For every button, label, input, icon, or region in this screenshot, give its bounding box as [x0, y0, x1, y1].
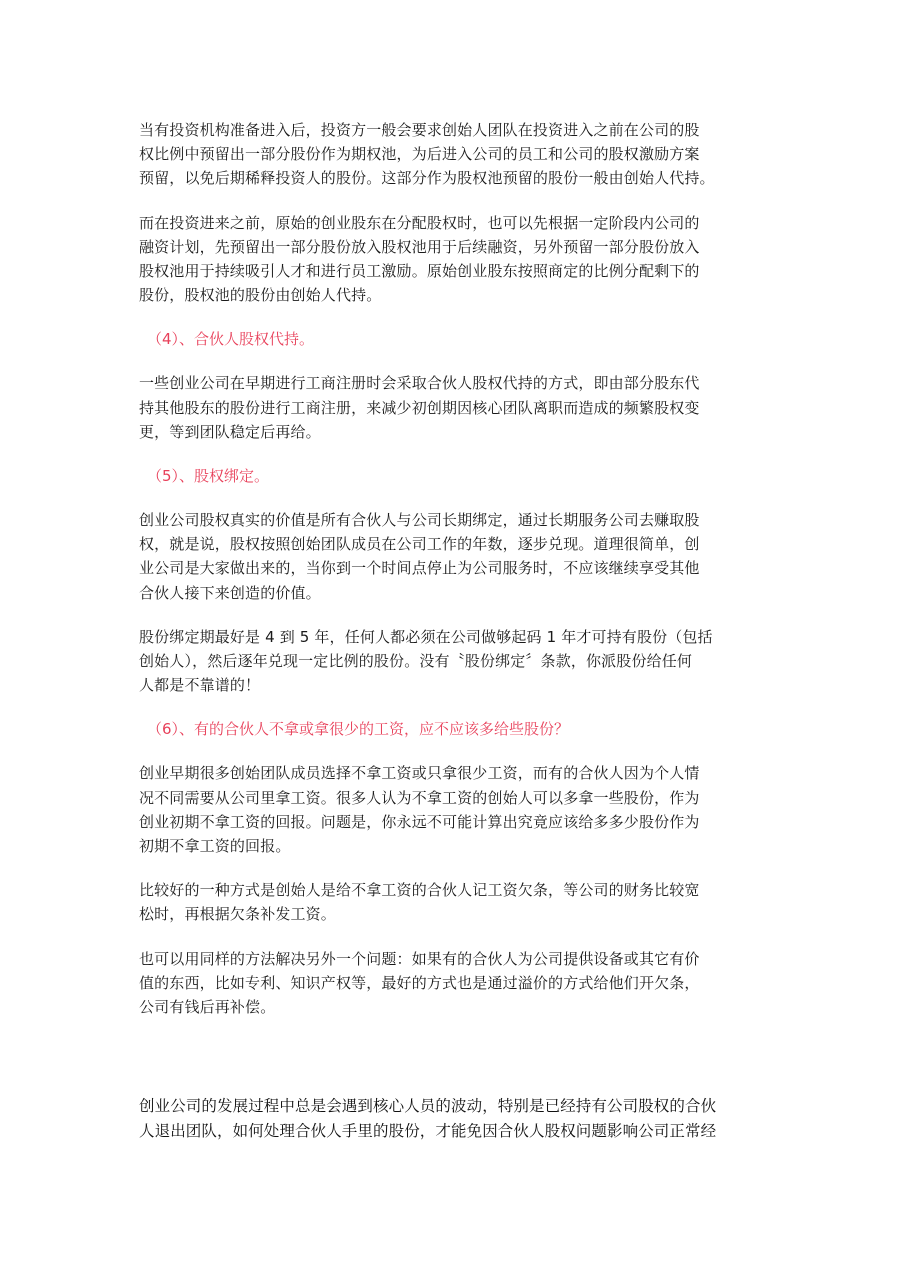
paragraph-partner-proxy-holding: 一些创业公司在早期进行工商注册时会采取合伙人股权代持的方式，即由部分股东代 持其他股东的股份进行工商注册，来减少初创期因核心团队离职而造成的频繁股权变 更，等到团队稳定后再给。: [139, 374, 700, 441]
paragraph-option-pool-before-investment: 而在投资进来之前，原始的创业股东在分配股权时，也可以先根据一定阶段内公司的 融资计划，先预留出一部分股份放入股权池用于后续融资，另外预留一部分股份放入 股权池用于持续吸引人才和进行员工激励。原始创业股东按照商定的比例分配剩下的 股份，股权池的股份由创始人代持。: [139, 213, 700, 305]
section-heading-5: （5）、股权绑定。: [147, 467, 270, 486]
paragraph-option-pool-intro: 当有投资机构准备进入后，投资方一般会要求创始人团队在投资进入之前在公司的股 权比例中预留出一部分股份作为期权池，为后进入公司的员工和公司的股权激励方案 预留，以免后期稀释投资人的股份。这部分作为股权池预留的股份一般由创始人代持。: [139, 121, 715, 188]
paragraph-asset-contribution: 也可以用同样的方法解决另外一个问题：如果有的合伙人为公司提供设备或其它有价 值的东西，比如专利、知识产权等，最好的方式也是通过溢价的方式给他们开欠条， 公司有钱后再补偿。: [139, 949, 700, 1017]
section-heading-4: （4）、合伙人股权代持。: [147, 330, 315, 349]
paragraph-vesting-period: 股份绑定期最好是 4 到 5 年，任何人都必须在公司做够起码 1 年才可持有股份（包括 创始人），然后逐年兑现一定比例的股份。没有〝股份绑定〞条款，你派股份给任何 人都是不靠谱的！: [139, 627, 713, 695]
paragraph-equity-binding-value: 创业公司股权真实的价值是所有合伙人与公司长期绑定，通过长期服务公司去赚取股 权，就是说，股权按照创始团队成员在公司工作的年数，逐步兑现。道理很简单，创 业公司是大家做出来的，当你到一个时间点停止为公司服务时，不应该继续享受其他 合伙人接下来创造的价值。: [139, 511, 700, 602]
document-page: [139, 118, 773, 1164]
paragraph-partner-exit: 创业公司的发展过程中总是会遇到核心人员的波动，特别是已经持有公司股权的合伙 人退出团队，如何处理合伙人手里的股份，才能免因合伙人股权问题影响公司正常经: [139, 1097, 717, 1141]
section-spacer: [139, 1039, 773, 1094]
paragraph-unpaid-salary: 创业早期很多创始团队成员选择不拿工资或只拿很少工资，而有的合伙人因为个人情 况不同需要从公司里拿工资。很多人认为不拿工资的创始人可以多拿一些股份，作为 创业初期不拿工资的回报。问题是，你永远不可能计算出究竟应该给多多少股份作为 初期不拿工资的回报。: [139, 764, 700, 856]
paragraph-salary-iou: 比较好的一种方式是创始人是给不拿工资的合伙人记工资欠条，等公司的财务比较宽 松时，再根据欠条补发工资。: [139, 881, 700, 924]
section-heading-6: （6）、有的合伙人不拿或拿很少的工资，应不应该多给些股份？: [147, 720, 570, 739]
